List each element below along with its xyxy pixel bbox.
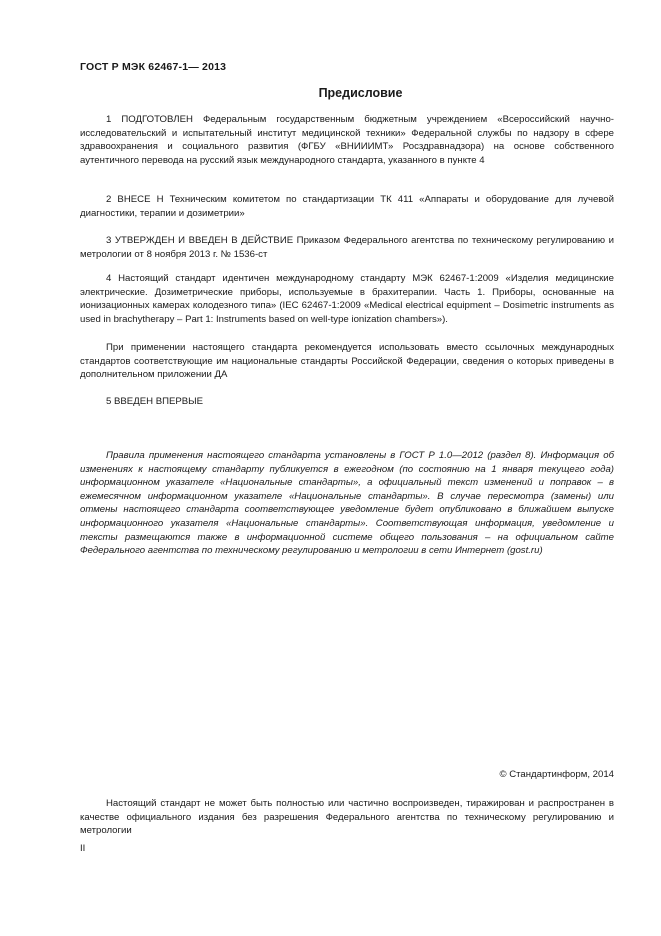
page-title: Предисловие <box>318 86 403 100</box>
page-number: II <box>80 843 86 854</box>
paragraph-introduced-by: 2 ВНЕСЕ Н Техническим комитетом по стандартизации ТК 411 «Аппараты и оборудование для лучевой диагностики, терапии и дозиметрии» <box>80 194 614 219</box>
paragraph-introduced-first: 5 ВВЕДЕН ВПЕРВЫЕ <box>106 396 204 407</box>
paragraph-reproduction-notice: Настоящий стандарт не может быть полностью или частично воспроизведен, тиражирован и распространен в качестве официального издания без разрешения Федерального агентства по техническому регулированию и метрологии <box>80 798 614 837</box>
paragraph-approved: 3 УТВЕРЖДЕН И ВВЕДЕН В ДЕЙСТВИЕ Приказом Федерального агентства по техническому регулированию и метрологии от 8 ноября 2013 г. № 1536-ст <box>80 235 614 260</box>
document-code: ГОСТ Р МЭК 62467-1— 2013 <box>80 61 227 73</box>
paragraph-prepared-by: 1 ПОДГОТОВЛЕН Федеральным государственным бюджетным учреждением «Всероссийский научно-исследовательский и испытательный институт медицинской техники» Федеральной службы по надзору в сфере здравоохранения и социального развития (ФГБУ «ВНИИИМТ» Росздравнадзора) на основе собственного аутентичного перевода на русский язык международного стандарта, указанного в пункте 4 <box>80 114 614 166</box>
paragraph-identical-standard: 4 Настоящий стандарт идентичен международному стандарту МЭК 62467-1:2009 «Изделия медицинские электрические. Дозиметрические приборы, используемые в брахитерапии. Часть 1. Приборы, основанные на ионизационных камерах колодезного типа» (IEC 62467-1:2009 «Medical electrical equipment – Dosimetric instruments as used in brachytherapy – Part 1: Instruments based on well-type ionization chambers»). <box>80 273 614 325</box>
paragraph-application-rules: Правила применения настоящего стандарта установлены в ГОСТ Р 1.0—2012 (раздел 8). Информация об изменениях к настоящему стандарту публикуется в ежегодном (по состоянию на 1 января текущего года) информационном указателе «Национальные стандарты», а официальный текст изменений и поправок – в ежемесячном информационном указателе «Национальные стандарты». В случае пересмотра (замены) или отмены настоящего стандарта соответствующее уведомление будет опубликовано в ближайшем выпуске информационного указателя «Национальные стандарты». Соответствующая информация, уведомление и тексты размещаются также в информационной системе общего пользования – на официальном сайте Федерального агентства по техническому регулированию и метрологии в сети Интернет (gost.ru) <box>80 450 614 557</box>
copyright: © Стандартинформ, 2014 <box>499 769 614 780</box>
paragraph-references: При применении настоящего стандарта рекомендуется использовать вместо ссылочных международных стандартов соответствующие им национальные стандарты Российской Федерации, сведения о которых приведены в дополнительном приложении ДА <box>80 342 614 381</box>
